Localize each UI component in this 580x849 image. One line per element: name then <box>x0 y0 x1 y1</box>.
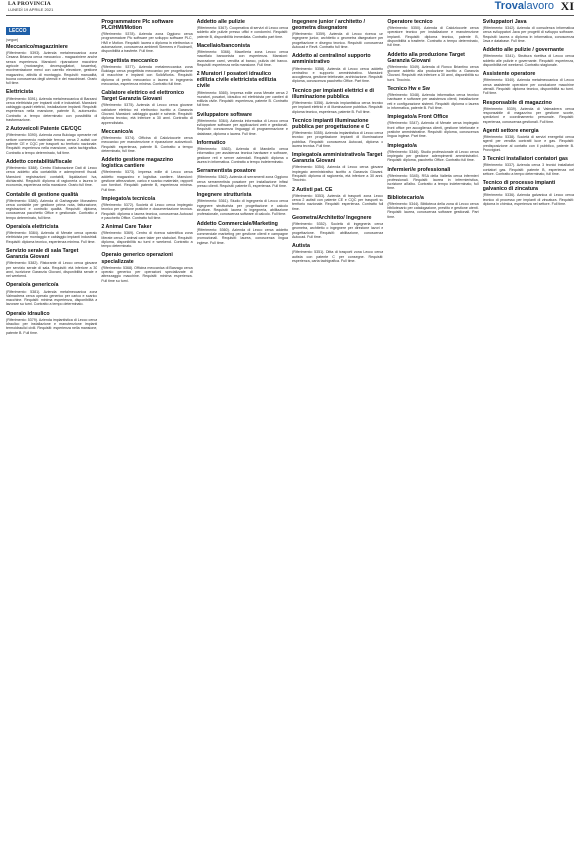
job-description: (Riferimento: 5382). Ristorante di Lecco cerca giovane per servizio serale di sala. Requisiti: età inferiore a 30 anni, iscrizione Garanzia Giovani, disponibilità serale e nel weekend. <box>6 261 98 279</box>
job-description: (Riferimento: 5388). Centro Elaborazione Dati di Lecco cerca addetto alla contabilità e adempimenti fiscali. Mansioni: registrazioni contabili, liquidazioni Iva, dichiarativi. Requisiti: diploma di ragioneria o laurea in economia, esperienza nella mansione. Orario full time. <box>6 166 98 188</box>
job-description: (Riferimento: 5353). Azienda di trasporti zona Lecco cerca 2 autisti con patente CE e CQC per trasporti su territorio nazionale. Requisiti: esperienza. Contratto full time. <box>292 193 384 211</box>
job-description: (Riferimento: 5339). Azienda di Valmadrera cerca responsabile di magazzino per gestione scorte, spedizioni e coordinamento personale. Requisiti: esperienza, conoscenza gestionali. Full time. <box>482 106 574 124</box>
job-description: (Riferimento: 5364). Azienda informatica di Lecco cerca sviluppatore software per applicazioni web e gestionali. Requisiti: conoscenza linguaggi di programmazione e database, diploma o laurea. Full time. <box>196 118 288 136</box>
job-ad <box>197 112 288 136</box>
ad-list <box>197 19 288 245</box>
job-description: (Riferimento: 5355). Azienda impiantistica di Lecco cerca tecnico per progettazione impianti di illuminazione pubblica. Requisiti: conoscenza Autocad, diploma o laurea tecnica. Full time. <box>292 131 384 148</box>
job-ad <box>387 195 478 219</box>
job-ad <box>483 128 574 152</box>
job-ad <box>387 114 478 138</box>
brand-part1: Trova <box>494 0 525 12</box>
job-description: (Riferimento: 5354). Azienda di Lecco cerca giovane impiegato amministrativo iscritto a Garanzia Giovani. Requisiti: diploma di ragioneria, età inferiore a 30 anni. Tirocinio. <box>292 165 384 183</box>
job-title: Impiegato/a Front Office <box>387 114 449 121</box>
job-ad <box>197 168 288 188</box>
job-title: Addetto alle pulizie <box>196 19 245 25</box>
job-description: (Riferimento: 5341). Struttura ricettiva di Lecco cerca addetto alle pulizie e governante. Requisiti: esperienza, disponibilità nel weekend. Contratto stagionale. <box>482 54 574 67</box>
job-ad <box>483 156 574 176</box>
job-ad <box>483 180 574 206</box>
job-title: Sviluppatori Java <box>482 19 527 25</box>
job-ad <box>483 71 574 95</box>
job-ad <box>101 224 192 248</box>
brand-part2: lavoro <box>524 0 554 12</box>
job-ad <box>6 311 97 335</box>
job-ad <box>6 192 97 221</box>
job-ad <box>292 215 383 239</box>
job-description: (Riferimento: 5369). Centro di ricerca scientifica zona Merate cerca 2 animal care taker per stabulari. Requisiti: diploma, disponibilità su turni e weekend. Contratto a tempo determinato. <box>101 231 193 249</box>
job-title: Serramentista posatore <box>196 168 256 175</box>
job-title: Tecnico impianti illuminazione pubblica per progettazione e C <box>292 117 370 130</box>
job-title: Addetto alle pulizie / governante <box>482 47 564 54</box>
job-description: (Riferimento: 5366). Macelleria zona Lecco cerca macellaio banconista con esperienza. Mansioni: lavorazione carni, vendita al banco, pulizia del banco. Requisiti: esperienza nella mansione. Full time. <box>196 50 288 67</box>
job-description: (Riferimento: 5372). Società di Lecco cerca impiegato tecnico per gestione pratiche e documentazione tecnica. Requisiti: diploma o laurea tecnica, conoscenza Autocad e pacchetto Office. Contratto full time. <box>101 202 193 220</box>
job-ad <box>197 221 288 245</box>
job-description: (Riferimento: 5345). RSA della Valletta cerca infermieri professionali. Requisiti: laurea in infermieristica, iscrizione all'albo. Contratto a tempo indeterminato, full time. <box>387 173 479 191</box>
job-description: (Riferimento: 5393). Azienda metalmeccanica zona Cesana Brianza cerca meccanico - magazziniere anche senza esperienza. Mansioni: riparazione macchine agricole (motoseghe, decespugliatori, tosaerba), movimentazione merci con carrello elevatore, gestione magazzino, attività di montaggio. Requisiti: manualità, buona conoscenza degli utensili e dei macchinari. Orario full time. <box>6 51 98 86</box>
job-ad <box>483 100 574 124</box>
job-description: (Riferimento: 5362). Azienda di serramenti zona Oggiono cerca serramentista posatore per installazione infissi presso clienti. Requisiti: patente B, esperienza. Full time. <box>196 175 288 188</box>
job-ad <box>387 86 478 110</box>
publication-name: LA PROVINCIA <box>8 1 51 7</box>
job-description: (Riferimento: 5337). Azienda cerca 3 tecnici installatori contatori gas. Requisiti: patente B, esperienza nel settore. Contratto a tempo determinato, full time. <box>482 163 574 176</box>
job-ad <box>101 19 192 54</box>
job-title: 2 Autisti pat. CE <box>292 186 333 193</box>
job-ad <box>292 118 383 148</box>
job-title: Informatico <box>196 140 226 147</box>
job-title: Tecnico per impianti elettrici e di illuminazione pubblica <box>292 87 375 100</box>
job-description: (Riferimento: 5360). Azienda di Lecco cerca addetto commerciale marketing per gestione clienti e campagne promozionali. Requisiti: laurea, conoscenza lingua inglese. Full time. <box>196 227 288 245</box>
job-description: (Riferimento: 5391). Azienda metalmeccanica di Barzanò cerca elettricista per impianti civili e industriali. Mansioni: cablaggio quadri elettrici, installazione impianti. Requisiti: esperienza nella mansione, patente B, automunito. Contratto a tempo determinato con possibilità di trasformazione. <box>6 96 98 123</box>
page-number: XI <box>560 0 574 13</box>
job-description: (Riferimento: 5368). Officina meccanica di Barzago cerca operaio generico per operazioni specializzate di attrezzaggio macchine. Requisiti: minima esperienza. Full time su turni. <box>101 265 193 283</box>
job-description: (Riferimento: 5386). Azienda di Garbagnate Monastero cerca contabile per gestione prima nota, fatturazione, registrazioni e controllo qualità. Requisiti: diploma, conoscenza pacchetto Office e gestionale. Contratto a tempo determinato, full time. <box>6 198 98 220</box>
job-ad <box>387 167 478 191</box>
job-ad <box>197 19 288 39</box>
job-title: 2 Animal Care Taker <box>101 224 152 231</box>
job-ad <box>101 58 192 87</box>
columns-container <box>6 19 574 845</box>
job-ad <box>292 152 383 182</box>
job-ad <box>387 19 478 48</box>
job-description: (Riferimento: 5363). Azienda di Mandello cerca informatico per assistenza tecnica hardware e software, gestione reti e server aziendali. Requisiti: diploma o laurea in informatica. Contratto a tempo indeterminato. <box>196 147 288 164</box>
job-ad <box>483 19 574 43</box>
job-description: (Riferimento: 5344). Biblioteca della zona di Lecco cerca bibliotecario per catalogazione, prestito e gestione utenti. Requisiti: laurea, conoscenza software gestionali. Part time. <box>387 201 479 219</box>
job-description: (Riferimento: 5342). Azienda di consulenza informatica cerca sviluppatori Java per progetti di sviluppo software. Requisiti: laurea o diploma in informatica, conoscenza Java e database. Full time. <box>482 26 574 43</box>
job-description: (Riferimento: 5338). Società di servizi energetici cerca agenti per vendita contratti luce e gas. Requisiti: predisposizione al contatto con il pubblico, patente B. Provvigioni. <box>482 134 574 152</box>
job-description: (Riferimento: 5378). Azienda zona Oggiono cerca programmatore Plc software per sviluppo software PLC, HMI e Motion. Requisiti: laurea o diploma in elettronica o automazione, conoscenza ambienti Siemens e Rockwell, disponibilità a trasferte. Full time. <box>101 32 193 54</box>
job-description: (Riferimento: 5390). Azienda zona Bulciago operante nel settore commercio materiale ferroso cerca 2 autisti con patente CE e CQC per trasporti su territorio nazionale. Requisiti: esperienza nella mansione, carta tachigrafica. Contratto a tempo determinato, full time. <box>6 133 98 155</box>
job-description: (Riferimento: 5381). Azienda metalmeccanica zona Valmadrera cerca operaio generico per carico e scarico macchine. Requisiti: minima esperienza, disponibilità a lavorare su turni. Contratto a tempo determinato. <box>6 289 98 307</box>
job-ad <box>197 192 288 216</box>
ad-list <box>6 44 97 335</box>
publication-date: LUNEDÌ 19 APRILE 2021 <box>8 7 54 12</box>
job-title: Meccanico/magazziniere <box>6 44 68 50</box>
job-ad <box>101 129 192 153</box>
column <box>292 19 383 845</box>
job-title: Contabile di gestione qualità <box>6 191 79 198</box>
job-title: Operaio idraulico <box>6 310 50 317</box>
job-title: Impiegato/a amministrativo/a Target Garanzia Giovani <box>292 152 383 165</box>
job-description: (Riferimento: 5361). Studio di ingegneria di Lecco cerca ingegnere strutturista per progettazione e calcolo strutture. Requisiti: laurea in ingegneria, abilitazione professionale, conoscenza software di calcolo. Full time. <box>196 199 288 217</box>
job-title: Addetto al centralino/ supporto amministrativo <box>292 53 371 66</box>
masthead <box>0 0 580 14</box>
ad-list <box>387 19 478 219</box>
job-ad <box>292 19 383 49</box>
header-divider <box>6 15 574 16</box>
job-ad <box>101 252 192 282</box>
job-title: Macellaio/banconista <box>196 42 250 49</box>
job-title: Agenti settore energia <box>482 127 539 134</box>
column <box>483 19 574 845</box>
job-title: Impiegato/a <box>387 142 417 149</box>
job-description: (Riferimento: 5350). Azienda di Calolziocorte cerca operatore tecnico per installazione e manutenzione impianti. Requisiti: diploma tecnico, patente B, disponibilità a trasferte. Contratto a tempo determinato, full time. <box>387 26 479 48</box>
job-title: Elettricista <box>6 89 34 96</box>
job-description: (Riferimento: 5340). Azienda metalmeccanica di Lecco cerca assistente operatore per conduzione macchine utensili. Requisiti: diploma tecnico, disponibilità su turni. Full time. <box>482 78 574 96</box>
job-title: Progettista meccanico <box>101 57 158 64</box>
job-title: Assistente operatore <box>482 71 536 78</box>
job-title: 2 Muratori / posatori idraulico edilizia civile elettricista edilizia civile <box>196 71 277 90</box>
job-ad <box>6 126 97 155</box>
job-title: Tecnico di processo impianti galvanico di zincatura <box>482 180 556 193</box>
job-title: Cablatore elettrico ed elettronico Target Garanzia Giovani <box>101 90 185 103</box>
job-title: Geometra/Architetto/ Ingegnere <box>292 214 372 221</box>
ad-list <box>292 19 383 263</box>
job-title: Addetto gestione magazzino logistica cantiere <box>101 157 174 170</box>
city-subtitle: (segue) <box>6 38 19 42</box>
job-description: (Riferimento: 5351). Ditta di trasporti zona Lecco cerca autista con patente C per consegne. Requisiti: esperienza, carta tachigrafica. Full time. <box>292 250 384 263</box>
job-ad <box>197 140 288 164</box>
job-description: (Riferimento: 5379). Azienda impiantistica di Lecco cerca idraulico per installazione e manutenzione impianti termoidraulici civili. Requisiti: esperienza nella mansione, patente B. Full time. <box>6 317 98 335</box>
job-title: 3 Tecnici installatori contatori gas <box>482 156 568 163</box>
job-description: (Riferimento: 5367). Cooperativa di servizi di Lecco cerca addetto alle pulizie presso uffici e condomini. Requisiti: patente B, disponibilità immediata. Contratto part time. <box>196 26 288 39</box>
job-title: Addetto alla produzione Target Garanzia Giovani <box>387 51 465 64</box>
job-title: Ingegnere junior / architetto / geometra disegnatore <box>292 19 365 32</box>
job-description: (Riferimento: 5352). Società di ingegneria cerca geometra, architetto o ingegnere per direzione lavori e progettazione. Requisiti: abilitazione, conoscenza Autocad. Full time. <box>292 221 384 239</box>
job-description: (Riferimento: 5358). Azienda di Lecco cerca addetto centralino e supporto amministrativo. Mansioni: accoglienza, gestione telefonate, archiviazione. Requisiti: diploma, conoscenza pacchetto Office. Part time. <box>292 66 384 84</box>
job-title: Addetto contabilità/fiscale <box>6 158 72 165</box>
column <box>6 19 97 845</box>
job-description: (Riferimento: 5375). Azienda di Lecco cerca giovane cablatore elettrico ed elettronico iscritto a Garanzia Giovani. Mansioni: cablaggio quadri e schede. Requisiti: diploma tecnico, età inferiore a 30 anni. Contratto di apprendistato. <box>101 103 193 125</box>
job-ad <box>292 88 383 114</box>
job-description: (Riferimento: 5365). Impresa edile zona Merate cerca 2 muratori, posatori, idraulico ed elettricista per cantieri di edilizia civile. Requisiti: esperienza, patente B. Contratto full time. <box>196 90 288 108</box>
job-title: Autista <box>292 243 310 250</box>
ad-list <box>101 19 192 283</box>
job-title: Ingegnere strutturista <box>196 192 252 199</box>
column <box>197 19 288 845</box>
job-description: (Riferimento: 5336). Azienda galvanica di Lecco cerca tecnico di processo per impianti di zincatura. Requisiti: diploma in chimica, esperienza nel settore. Full time. <box>482 193 574 206</box>
job-ad <box>6 159 97 188</box>
job-description: (Riferimento: 5374). Officina di Calolziocorte cerca meccanico per manutenzione e riparazione autoveicoli. Requisiti: esperienza, patente B. Contratto a tempo determinato, full time. <box>101 136 193 153</box>
column <box>387 19 478 845</box>
job-title: Addetto Commerciale/Marketing <box>196 220 278 227</box>
job-ad <box>6 248 97 278</box>
job-description: (Riferimento: 5356). Azienda impiantistica cerca tecnico per impianti elettrici e di illuminazione pubblica. Requisiti: diploma tecnico, esperienza, patente B. Full time. <box>292 100 384 114</box>
section-brand <box>495 0 554 12</box>
job-description: (Riferimento: 5373). Impresa edile di Lecco cerca addetto magazzino e logistica cantiere. Mansioni: gestione attrezzature, carico e scarico materiale, rapporti con fornitori. Requisiti: patente B, esperienza minima. Full time. <box>101 170 193 192</box>
job-title: Impiegato/a tecnico/a <box>101 195 156 202</box>
job-description: (Riferimento: 5346). Studio professionale di Lecco cerca impiegato per gestione adempimenti amministrativi. Requisiti: diploma, pacchetto Office. Contratto full time. <box>387 149 479 163</box>
job-title: Infermieri/e professionali <box>387 166 451 173</box>
job-description: (Riferimento: 5384). Azienda di Merate cerca operaio elettricista per montaggio e cablaggio impianti industriali. Requisiti: diploma tecnico, esperienza minima. Full time. <box>6 231 98 244</box>
job-ad <box>6 44 97 85</box>
job-ad <box>292 187 383 211</box>
job-title: Programmatore Plc software PLC/HMI/Motion <box>101 19 174 32</box>
job-ad <box>292 243 383 263</box>
job-description: (Riferimento: 5348). Azienda informatica cerca tecnico hardware e software per assistenza clienti, installazione reti e configurazione sistemi. Requisiti: diploma o laurea in informatica, patente B. Full time. <box>387 93 479 110</box>
job-ad <box>101 90 192 125</box>
job-ad <box>197 71 288 107</box>
job-description: (Riferimento: 5359). Azienda di Lecco ricerca un ingegnere junior, architetto o geometra disegnatore per progettazione e disegno tecnico. Requisiti: conoscenza Autocad e Revit. Contratto full time. <box>292 32 384 50</box>
job-title: Servizio serale di sala Target Garanzia Giovani <box>6 248 79 261</box>
job-title: Operaio generico operazioni specializzate <box>101 252 173 265</box>
job-ad <box>6 224 97 244</box>
job-ad <box>387 143 478 163</box>
job-ad <box>101 196 192 220</box>
job-ad <box>292 53 383 83</box>
job-title: Operaio/a generico/a <box>6 282 59 289</box>
job-ad <box>483 47 574 67</box>
job-title: Responsabile di magazzino <box>482 99 552 106</box>
job-ad <box>6 89 97 122</box>
job-description: (Riferimento: 5347). Azienda di Merate cerca impiegato front office per accoglienza clienti, gestione telefonate e pratiche amministrative. Requisiti: diploma, conoscenza lingua inglese. Part time. <box>387 121 479 139</box>
job-title: Sviluppatore software <box>196 111 252 118</box>
job-description: (Riferimento: 5377). Azienda metalmeccanica zona Bulciago cerca progettista meccanico per progettazione di macchine e impianti con SolidWorks. Requisiti: diploma di perito meccanico o laurea in ingegneria meccanica, esperienza minima. Contratto full time. <box>101 64 193 86</box>
job-ad <box>6 282 97 306</box>
job-title: Tecnico Hw e Sw <box>387 85 430 92</box>
job-title: Operaio/a elettricista <box>6 224 59 231</box>
job-title: Bibliotecario/a <box>387 194 424 201</box>
job-description: (Riferimento: 5349). Azienda di Ronco Briantino cerca giovane addetto alla produzione iscritto a Garanzia Giovani. Requisiti: età inferiore a 30 anni, disponibilità su turni. Tirocinio. <box>387 64 479 82</box>
job-ad <box>101 157 192 192</box>
job-title: Meccanico/a <box>101 128 133 135</box>
job-ad <box>387 52 478 82</box>
job-ad <box>197 43 288 67</box>
city-label: LECCO <box>6 27 30 35</box>
job-title: Operatore tecnico <box>387 19 433 25</box>
ad-list <box>483 19 574 206</box>
column <box>101 19 192 845</box>
job-title: 2 Autoveicoli Patente CE/CQC <box>6 126 82 133</box>
